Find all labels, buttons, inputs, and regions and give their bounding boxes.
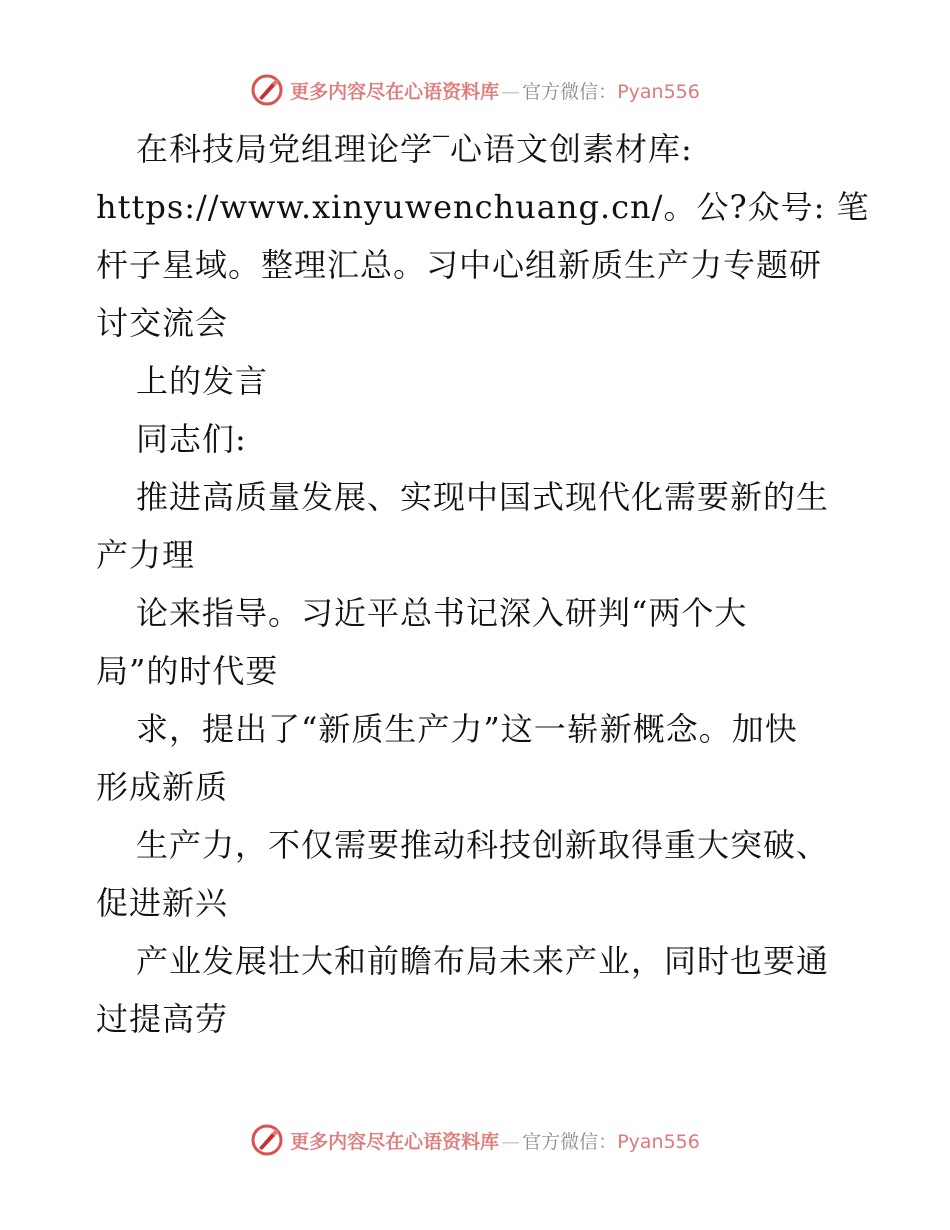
- body-line: 过提高劳: [96, 1000, 229, 1038]
- body-line: 同志们:: [136, 420, 247, 458]
- pen-logo-icon: [250, 1123, 284, 1157]
- header-banner-account: Pyan556: [617, 80, 700, 103]
- body-line: 产力理: [96, 536, 196, 574]
- body-line: 生产力，不仅需要推动科技创新取得重大突破、: [136, 826, 830, 864]
- footer-banner-account: Pyan556: [617, 1130, 700, 1153]
- header-banner-wechat-label: 官方微信：: [522, 80, 618, 103]
- footer-banner: [0, 1120, 950, 1160]
- body-line: 产业发展壮大和前瞻布局未来产业，同时也要通: [136, 942, 830, 980]
- header-banner-separator: —: [501, 80, 521, 103]
- body-line: 局”的时代要: [96, 652, 279, 690]
- body-line: 讨交流会: [96, 304, 229, 342]
- body-line: https://www.xinyuwenchuang.cn/。公?众号: 笔: [96, 188, 870, 226]
- body-line: 推进高质量发展、实现中国式现代化需要新的生: [136, 478, 830, 516]
- body-line: 求，提出了“新质生产力”这一崭新概念。加快: [136, 710, 798, 748]
- document-body: [96, 120, 870, 1048]
- body-line: 上的发言: [136, 362, 269, 400]
- footer-banner-wechat-label: 官方微信：: [522, 1130, 618, 1153]
- header-banner: [0, 70, 950, 110]
- body-line: 论来指导。习近平总书记深入研判“两个大: [136, 594, 748, 632]
- body-line: 促进新兴: [96, 884, 229, 922]
- header-banner-text: [290, 77, 700, 104]
- footer-banner-separator: —: [501, 1130, 521, 1153]
- body-line: 形成新质: [96, 768, 229, 806]
- footer-banner-text: [290, 1127, 700, 1154]
- body-line: 在科技局党组理论学‾心语文创素材库:: [136, 130, 693, 168]
- footer-banner-slogan: 更多内容尽在心语资料库: [290, 1130, 500, 1153]
- header-banner-slogan: 更多内容尽在心语资料库: [290, 80, 500, 103]
- body-line: 杆子星域。整理汇总。习中心组新质生产力专题研: [96, 246, 823, 284]
- pen-logo-icon: [250, 73, 284, 107]
